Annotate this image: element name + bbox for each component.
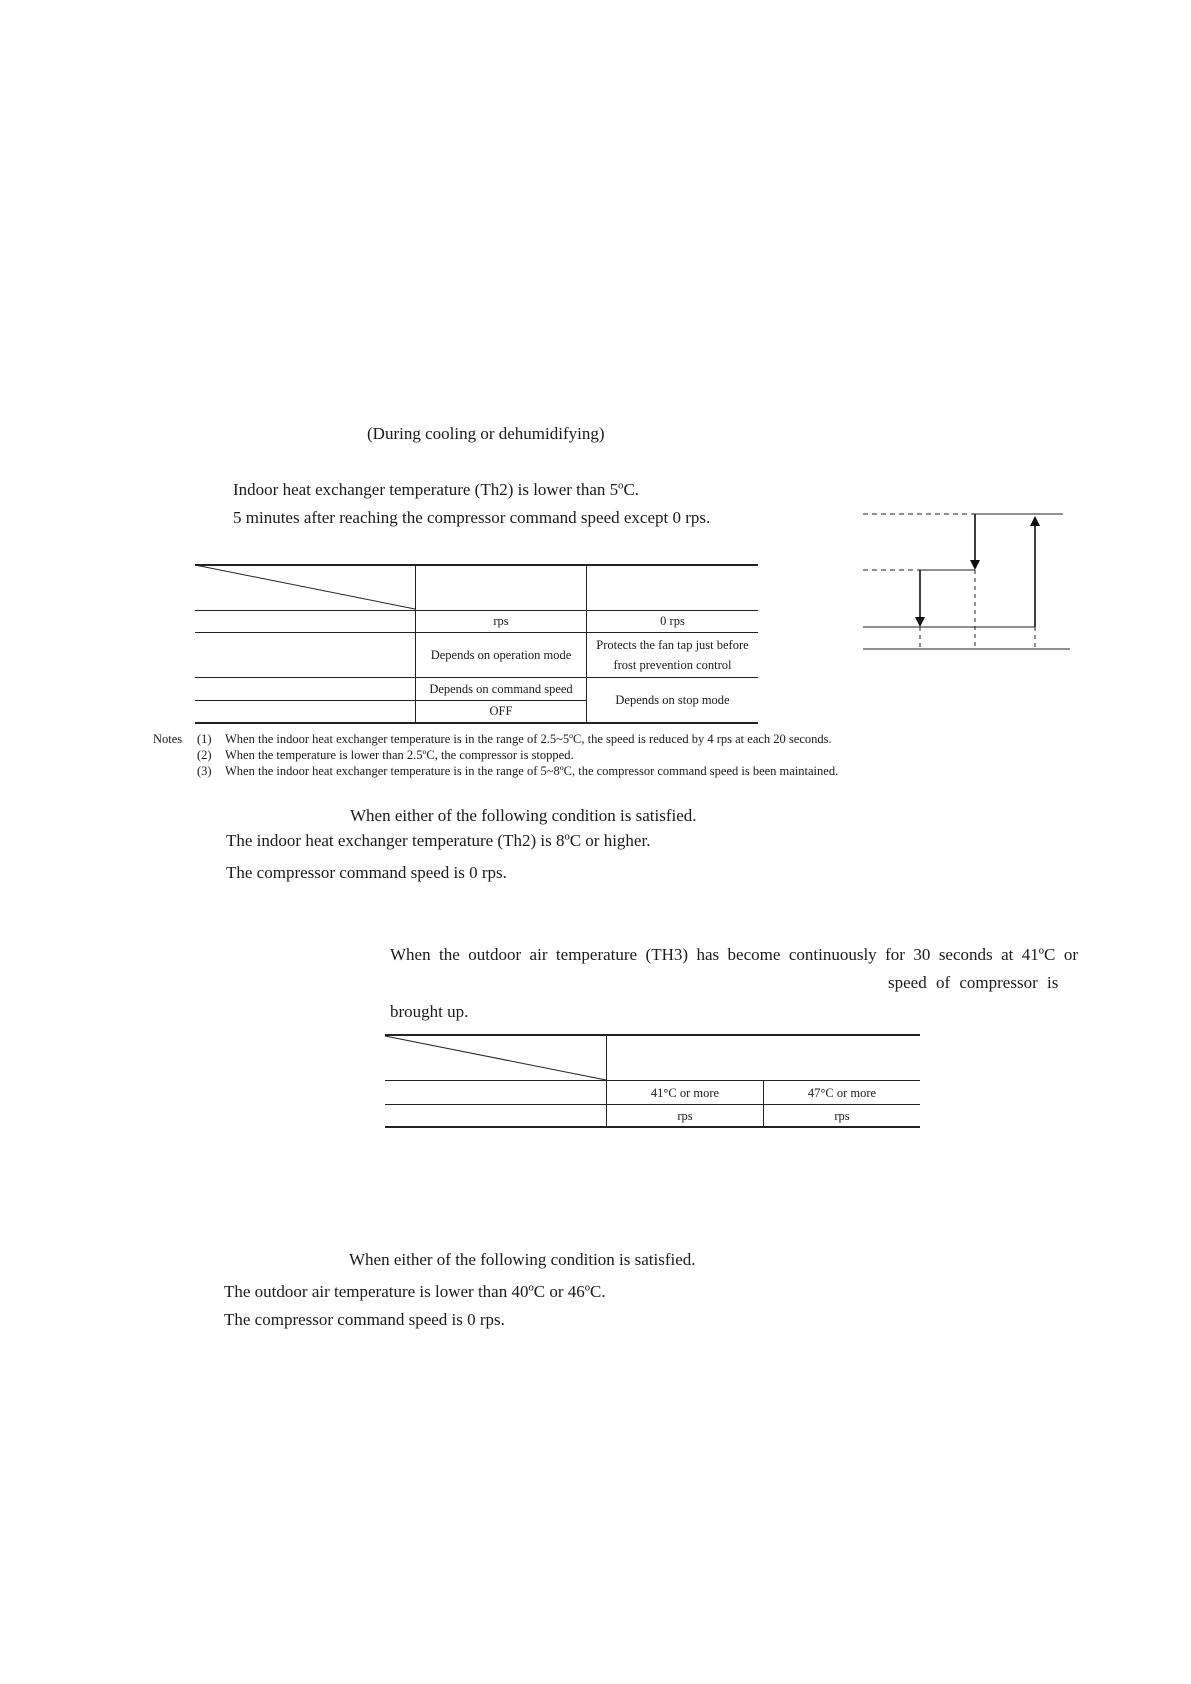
reset2-heading: When either of the following condition is satisfied. <box>349 1250 696 1269</box>
reset1-condition-2: The compressor command speed is 0 rps. <box>226 863 507 882</box>
table2-col1-header: 41°C or more <box>650 1086 720 1100</box>
note-2-num: (2) <box>197 748 212 762</box>
table1-r1-c1: rps <box>493 614 509 628</box>
note-3-num: (3) <box>197 764 212 778</box>
reset1-condition-1: The indoor heat exchanger temperature (Th2) is 8ºC or higher. <box>226 831 651 850</box>
table1-r4-c1: OFF <box>489 704 513 718</box>
table1-diagonal <box>195 564 416 611</box>
table2-col1-value: rps <box>677 1109 693 1123</box>
hysteresis-diagram <box>860 508 1080 650</box>
table1-r2-c2-line2: frost prevention control <box>613 658 732 672</box>
section2-line-3: brought up. <box>390 1002 469 1021</box>
table2-diagonal <box>385 1035 607 1081</box>
section2-line-1: When the outdoor air temperature (TH3) has become continuously for 30 seconds at 41ºC or <box>390 945 1078 964</box>
section2-line-2: speed of compressor is <box>888 973 1059 992</box>
notes-label: Notes <box>153 732 183 746</box>
table1-r2-c1: Depends on operation mode <box>430 648 572 662</box>
reset1-heading: When either of the following condition is satisfied. <box>350 806 697 825</box>
reset2-condition-2: The compressor command speed is 0 rps. <box>224 1310 505 1329</box>
section1-condition-1: Indoor heat exchanger temperature (Th2) is lower than 5ºC. <box>233 480 640 499</box>
section1-condition-2: 5 minutes after reaching the compressor command speed except 0 rps. <box>233 508 711 527</box>
note-1-num: (1) <box>197 732 212 746</box>
note-3-text: When the indoor heat exchanger temperature is in the range of 5~8ºC, the compressor command speed is been maintained. <box>225 764 839 778</box>
note-2-text: When the temperature is lower than 2.5ºC, the compressor is stopped. <box>225 748 574 762</box>
table2-col2-header: 47°C or more <box>807 1086 877 1100</box>
table1-r3-c1: Depends on command speed <box>429 682 573 696</box>
section1-heading: (During cooling or dehumidifying) <box>367 424 605 443</box>
note-1-text: When the indoor heat exchanger temperature is in the range of 2.5~5ºC, the speed is reduced by 4 rps at each 20 seconds. <box>225 732 832 746</box>
table1-r2-c2-line1: Protects the fan tap just before <box>596 638 749 652</box>
table2-col2-value: rps <box>834 1109 850 1123</box>
table1-r34-c2: Depends on stop mode <box>615 693 730 707</box>
table1-r1-c2: 0 rps <box>660 614 685 628</box>
reset2-condition-1: The outdoor air temperature is lower than 40ºC or 46ºC. <box>224 1282 606 1301</box>
